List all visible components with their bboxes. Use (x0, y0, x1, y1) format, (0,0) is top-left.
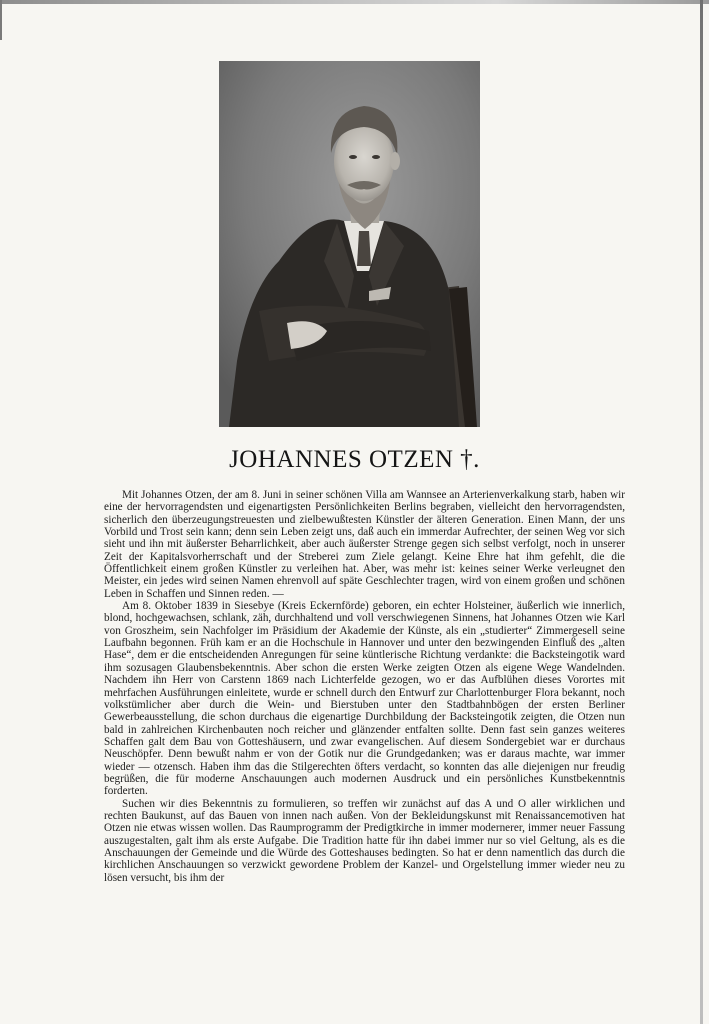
article-paragraph-1: Mit Johannes Otzen, der am 8. Juni in seiner schönen Villa am Wannsee an Arterienverkalkung starb, haben wir eine der hervorragendsten und eigenartigsten Persönlichkeiten Berlins begraben, vielleicht den hervorragendsten, sicherlich den überzeugungstreuesten und zielbewußtesten Künstler der älteren Generation. Einen Mann, der uns Vorbild und Trost sein kann; denn sein Leben zeigt uns, daß auch ein immerdar Aufrechter, der seinen Weg vor sich sieht und ihn mit äußerster Beharrlichkeit, aber auch äußerster Strenge gegen sich selbst verfolgt, noch in unserer Zeit der Kapitalsvorherrschaft und der Streberei zum Ziele gelangt. Keine Ehre hat ihm gefehlt, die die Öffentlichkeit einem großen Künstler zu verleihen hat. Aber, was mehr ist: keines seiner Werke verleugnet den Meister, ein jedes wird seinen Namen ehrenvoll auf späte Geschlechter tragen, wird von einem großen und schönen Leben in Schaffen und Sinnen reden. — (104, 489, 625, 600)
article-paragraph-3: Suchen wir dies Bekenntnis zu formulieren, so treffen wir zunächst auf das A und O aller wirklichen und rechten Baukunst, auf das Bauen von innen nach außen. Von der Bekleidungskunst mit Renaissancemotiven hat Otzen nie etwas wissen wollen. Das Raumprogramm der Predigtkirche in immer modernerer, immer neuer Fassung auszugestalten, galt ihm als erste Aufgabe. Die Tradition hatte für ihn dabei immer nur so viel Geltung, als es die Anschauungen der Gemeinde und die Würde des Gotteshauses bedingten. So hat er denn namentlich das durch die kirchlichen Anschauungen so verzwickt gewordene Problem der Kanzel- und Orgelstellung immer wieder neu zu lösen versucht, bis ihm der (104, 797, 625, 884)
article-body (104, 489, 625, 884)
scan-edge-left (0, 0, 2, 40)
article-title: JOHANNES OTZEN †. (229, 446, 480, 473)
scan-edge-right (700, 0, 703, 1024)
scan-edge-top (0, 0, 709, 4)
portrait-photo (219, 61, 480, 427)
article-paragraph-2: Am 8. Oktober 1839 in Siesebye (Kreis Eckernförde) geboren, ein echter Holsteiner, äußerlich wie innerlich, blond, hochgewachsen, schlank, zäh, durchhaltend und voll verschwiegenen Sinnens, hat Johannes Otzen wie Karl von Groszheim, sein Nachfolger im Präsidium der Akademie der Künste, als ein „studierter“ Zimmergesell seine Laufbahn begonnen. Früh kam er an die Hochschule in Hannover und unter den bezwingenden Einfluß des „alten Hase“, dem er die entscheidenden Anregungen für seine küntlerische Richtung verdankte: die Backsteingotik ward ihm sozusagen Glaubensbekenntnis. Aber schon die ersten Werke zeigten Otzen als eigene Wege Wandelnden. Nachdem ihn Herr von Carstenn 1869 nach Lichterfelde gezogen, wo er das Aufblühen dieses Vorortes mit mehrfachen Ausführungen einleitete, wurde er schnell durch den Entwurf zur Charlottenburger Flora bekannt, noch volkstümlicher aber durch die Wein- und Bierstuben unter den Stadtbahnbögen der ersten Berliner Gewerbeausstellung, die schon durchaus die eigenartige Durchbildung der Backsteingotik zeigten, die Otzen nun bald in zahlreichen Kirchenbauten noch reicher und glänzender entfalten sollte. Denn fast sein ganzes weiteres Schaffen galt dem Bau von Gotteshäusern, und zwar evangelischen. Auf diesem Sondergebiet war er durchaus Neuschöpfer. Denn bewußt nahm er von der Gotik nur die Grundgedanken; was er daraus machte, war immer wieder — otzensch. Haben ihm das die Stilgerechten öfters verdacht, so konnten das alle diejenigen nur freudig begrüßen, die für moderne Anschauungen auch modernen Ausdruck und ein persönliches Kunstbekenntnis forderten. (104, 600, 625, 798)
